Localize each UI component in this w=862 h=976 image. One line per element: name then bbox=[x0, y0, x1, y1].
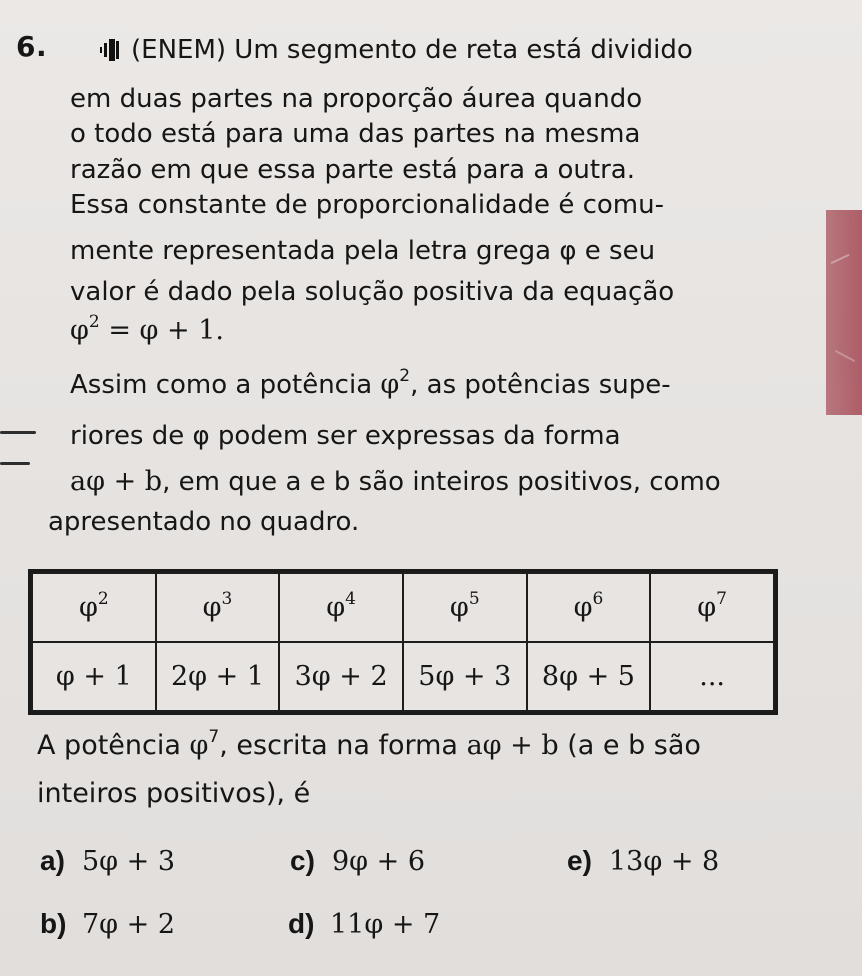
question-line-5: Essa constante de proporcionalidade é comu- bbox=[70, 190, 664, 220]
option-d-letter: d) bbox=[288, 908, 315, 939]
option-a-value: 5φ + 3 bbox=[82, 846, 176, 877]
question-line-3: o todo está para uma das partes na mesma bbox=[70, 119, 641, 149]
paragraph-2-end: , as potências supe- bbox=[410, 370, 671, 400]
option-e[interactable] bbox=[567, 844, 719, 877]
question-line-4: razão em que essa parte está para a outra. bbox=[70, 155, 635, 185]
value-cell-2: 2φ + 1 bbox=[156, 642, 280, 711]
equation-exponent: 2 bbox=[88, 312, 100, 332]
option-b[interactable] bbox=[40, 907, 175, 940]
equation-rest: = φ + 1. bbox=[99, 315, 224, 346]
option-d[interactable] bbox=[288, 907, 440, 940]
question-line-1: (ENEM) Um segmento de reta está dividido bbox=[131, 35, 693, 65]
prompt-start: A potência bbox=[37, 730, 190, 761]
value-cell-3: 3φ + 2 bbox=[279, 642, 403, 711]
question-line-2: em duas partes na proporção áurea quando bbox=[70, 84, 643, 114]
option-c[interactable] bbox=[290, 844, 425, 877]
header-cell-phi-4: $\varphi^4$ bbox=[279, 573, 403, 642]
header-cell-phi-7: $\varphi^7$ bbox=[650, 573, 774, 642]
value-cell-1: φ + 1 bbox=[32, 642, 156, 711]
header-cell-phi-5: $\varphi^5$ bbox=[403, 573, 527, 642]
equation-base: φ bbox=[70, 315, 89, 346]
option-b-value: 7φ + 2 bbox=[82, 909, 176, 940]
prompt-exponent: 7 bbox=[208, 727, 220, 747]
prompt-middle: , escrita na forma bbox=[219, 730, 467, 761]
option-e-value: 13φ + 8 bbox=[609, 846, 720, 877]
paragraph-2-line-3-text: , em que a e b são inteiros positivos, como bbox=[162, 467, 721, 497]
paragraph-2-exponent: 2 bbox=[399, 366, 411, 386]
option-e-letter: e) bbox=[567, 845, 592, 876]
question-line-7: valor é dado pela solução positiva da equação bbox=[70, 277, 675, 307]
paragraph-2-start: Assim como a potência bbox=[70, 370, 381, 400]
option-c-value: 9φ + 6 bbox=[332, 846, 426, 877]
paragraph-2-base: φ bbox=[380, 369, 400, 400]
paragraph-2-line-4: apresentado no quadro. bbox=[48, 507, 360, 537]
prompt-base: φ bbox=[189, 730, 209, 761]
value-cell-5: 8φ + 5 bbox=[527, 642, 651, 711]
header-cell-phi-3: $\varphi^3$ bbox=[156, 573, 280, 642]
option-a-letter: a) bbox=[40, 845, 65, 876]
question-line-6: mente representada pela letra grega φ e seu bbox=[70, 236, 656, 266]
option-a[interactable] bbox=[40, 844, 175, 877]
option-c-letter: c) bbox=[290, 845, 315, 876]
option-b-letter: b) bbox=[40, 908, 67, 939]
question-number: 6. bbox=[16, 30, 48, 63]
prompt-end: (a e b são bbox=[558, 730, 701, 761]
prompt-form: aφ + b bbox=[466, 730, 559, 761]
paragraph-2-line-2: riores de φ podem ser expressas da forma bbox=[70, 421, 621, 451]
prompt-line-2: inteiros positivos), é bbox=[37, 778, 311, 809]
option-d-value: 11φ + 7 bbox=[330, 909, 441, 940]
value-cell-4: 5φ + 3 bbox=[403, 642, 527, 711]
header-cell-phi-6: $\varphi^6$ bbox=[527, 573, 651, 642]
header-cell-phi-2: $\varphi^2$ bbox=[32, 573, 156, 642]
value-cell-6: ... bbox=[650, 642, 774, 711]
paragraph-2-math: aφ + b bbox=[70, 466, 163, 497]
